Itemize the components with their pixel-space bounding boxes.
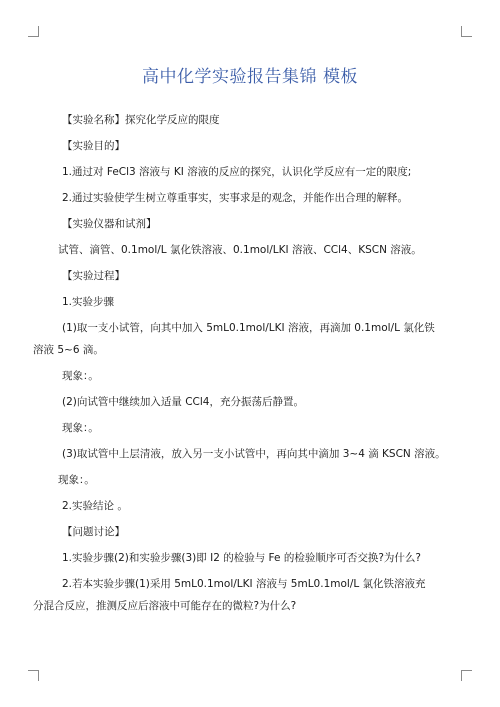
purpose-heading: 【实验目的】 — [62, 140, 125, 152]
crop-mark-top-right — [461, 26, 472, 37]
instruments-text: 试管、滴管、0.1mol/L 氯化铁溶液、0.1mol/LKI 溶液、CCl4、KSCN 溶液。 — [58, 244, 422, 256]
conclusion: 2.实验结论 。 — [62, 500, 128, 512]
step-2: (2)向试管中继续加入适量 CCl4，充分振荡后静置。 — [62, 396, 304, 408]
steps-heading: 1.实验步骤 — [62, 296, 115, 308]
observation-2: 现象：。 — [62, 422, 99, 434]
purpose-item-1: 1.通过对 FeCl3 溶液与 KI 溶液的反应的探究，认识化学反应有一定的限度; — [62, 166, 412, 178]
step-1-line-2: 溶液 5~6 滴。 — [33, 344, 104, 356]
question-2-line-1: 2.若本实验步骤(1)采用 5mL0.1mol/LKI 溶液与 5mL0.1mol/L 氯化铁溶液充 — [62, 578, 426, 590]
step-3: (3)取试管中上层清液，放入另一支小试管中，再向其中滴加 3~4 滴 KSCN 溶液。 — [62, 448, 446, 460]
document-title: 高中化学实验报告集锦 模板 — [142, 67, 358, 87]
purpose-item-2: 2.通过实验使学生树立尊重事实，实事求是的观念，并能作出合理的解释。 — [62, 192, 409, 204]
observation-1: 现象：。 — [62, 370, 99, 382]
document-body — [33, 113, 446, 625]
step-1-line-1: (1)取一支小试管，向其中加入 5mL0.1mol/LKI 溶液，再滴加 0.1mol/L 氯化铁 — [62, 322, 435, 334]
question-1: 1.实验步骤(2)和实验步骤(3)即 I2 的检验与 Fe 的检验顺序可否交换?为什么? — [62, 552, 421, 564]
discussion-heading: 【问题讨论】 — [62, 526, 125, 538]
crop-mark-bottom-left — [28, 670, 39, 681]
crop-mark-top-left — [28, 26, 39, 37]
crop-mark-bottom-right — [461, 670, 472, 681]
question-2-line-2: 分混合反应，推测反应后溶液中可能存在的微粒?为什么? — [33, 600, 297, 612]
instruments-heading: 【实验仪器和试剂】 — [62, 218, 157, 230]
experiment-name: 【实验名称】探究化学反应的限度 — [62, 114, 220, 126]
observation-3: 现象：。 — [58, 474, 95, 486]
process-heading: 【实验过程】 — [62, 270, 125, 282]
